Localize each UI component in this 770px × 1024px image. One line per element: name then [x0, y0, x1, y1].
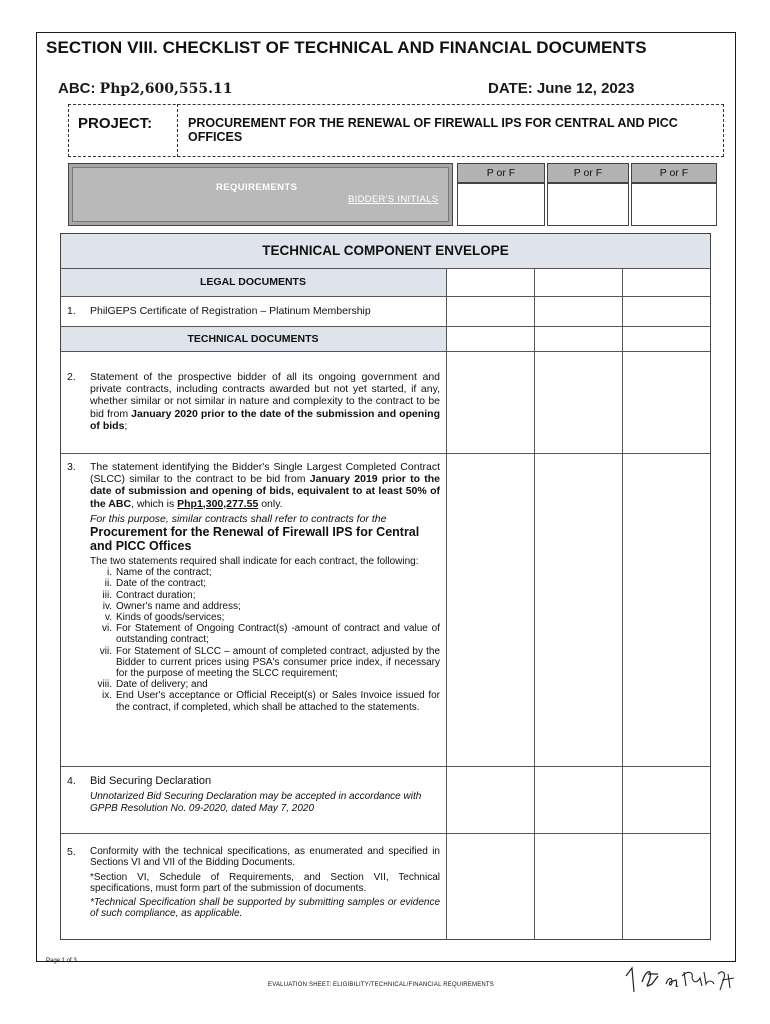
- pf-header-1: P or F: [457, 163, 545, 183]
- roman-numeral: vi.: [102, 623, 112, 635]
- page-title: SECTION VIII. CHECKLIST OF TECHNICAL AND FINANCIAL DOCUMENTS: [46, 38, 647, 57]
- list-item-text: Owner's name and address;: [116, 600, 241, 612]
- page-number: Page 1 of 3: [46, 958, 77, 964]
- project-divider: [177, 104, 178, 157]
- initials-cell-2[interactable]: [547, 183, 629, 226]
- roman-numeral: v.: [104, 612, 112, 624]
- bidders-initials-label: BIDDER'S INITIALS: [348, 194, 439, 205]
- list-item-text: For Statement of SLCC – amount of completed contract, adjusted by the Bidder to current prices using PSA's consumer price index, if necessary for the purpose of meeting the SLCC requirement;: [116, 645, 440, 680]
- abc-value: Php2,600,555.11: [99, 81, 233, 97]
- list-item: [90, 601, 440, 612]
- abc-label: ABC:: [58, 80, 100, 97]
- signature-stroke: [666, 978, 678, 986]
- list-item: [90, 646, 440, 680]
- item-3-project-name: Procurement for the Renewal of Firewall IPS for Central and PICC Offices: [90, 525, 420, 554]
- item-5-note-2: *Technical Specification shall be supported by submitting samples or evidence of such compliance, as applicable.: [90, 897, 440, 920]
- project-text: PROCUREMENT FOR THE RENEWAL OF FIREWALL IPS FOR CENTRAL AND PICC OFFICES: [188, 116, 678, 144]
- envelope-title: TECHNICAL COMPONENT ENVELOPE: [262, 243, 509, 258]
- item-number: 2.: [67, 371, 76, 383]
- rule: [60, 453, 711, 454]
- item-5-note-1: *Section VI, Schedule of Requirements, and Section VII, Technical specifications, must form part of the submission of documents.: [90, 871, 440, 894]
- item-3-similar-note: For this purpose, similar contracts shall refer to contracts for the: [90, 512, 387, 525]
- initials-cell-1[interactable]: [457, 183, 545, 226]
- item-4-title: Bid Securing Declaration: [90, 775, 212, 787]
- list-item-text: For Statement of Ongoing Contract(s) -amount of contract and value of outstanding contract;: [116, 623, 440, 646]
- project-label: PROJECT:: [78, 115, 153, 132]
- initials-cell-3[interactable]: [631, 183, 717, 226]
- list-item-text: End User's acceptance or Official Receipt(s) or Sales Invoice issued for the contract, if completed, which shall be attached to the statements.: [116, 690, 440, 713]
- list-item-text: Name of the contract;: [116, 567, 212, 579]
- item-5-main: Conformity with the technical specifications, as enumerated and specified in Sections VI and VII of the Bidding Documents.: [90, 846, 440, 869]
- item-3-paragraph-3: The two statements required shall indicate for each contract, the following:: [90, 556, 419, 568]
- list-item: [90, 567, 440, 578]
- item-3-paragraph-1: [90, 461, 440, 510]
- handwritten-signature: [622, 962, 742, 998]
- footer-caption: EVALUATION SHEET: ELIGIBILITY/TECHNICAL/FINANCIAL REQUIREMENTS: [268, 982, 494, 988]
- rule: [60, 351, 711, 352]
- roman-numeral: viii.: [97, 679, 112, 691]
- signature-stroke: [718, 972, 734, 990]
- item-1-text: PhilGEPS Certificate of Registration – Platinum Membership: [90, 305, 371, 317]
- legal-documents-heading: LEGAL DOCUMENTS: [200, 276, 306, 288]
- item-2-text: [90, 371, 440, 432]
- roman-numeral: vii.: [99, 645, 112, 657]
- list-item: [90, 590, 440, 601]
- item-3-amount: Php1,300,277.55: [177, 497, 259, 510]
- item-3-p1-a: The statement identifying the Bidder's Single Largest Completed Contract (SLCC) similar to the contract to be bid from: [90, 461, 440, 486]
- item-2-plain: Statement of the prospective bidder of all its ongoing government and private contracts, including contracts awarded but not yet started, if any, whether similar or not similar in nature and complexity to the contract to be bid from: [90, 371, 440, 420]
- item-3-p1-b: , which is: [131, 497, 178, 510]
- pf-header-2: P or F: [547, 163, 629, 183]
- list-item: [90, 690, 440, 712]
- rule: [60, 833, 711, 834]
- list-item: [90, 612, 440, 623]
- item-3-list: [90, 567, 440, 713]
- item-5-text: [90, 846, 440, 920]
- signature-stroke: [682, 972, 714, 986]
- rule: [60, 296, 711, 297]
- item-number: 5.: [67, 846, 76, 858]
- column-divider: [622, 268, 623, 940]
- signature-stroke: [642, 972, 658, 986]
- list-item-text: Contract duration;: [116, 589, 196, 601]
- roman-numeral: iv.: [102, 600, 112, 612]
- abc-amount: [58, 80, 232, 97]
- item-4-note: Unnotarized Bid Securing Declaration may be accepted in accordance with GPPB Resolution No. 09-2020, dated May 7, 2020: [90, 791, 422, 814]
- column-divider: [446, 268, 447, 940]
- item-number: 1.: [67, 305, 76, 317]
- roman-numeral: ii.: [104, 578, 112, 590]
- date-label: DATE: June 12, 2023: [488, 80, 635, 97]
- list-item-text: Kinds of goods/services;: [116, 612, 225, 624]
- item-2-end: ;: [124, 419, 128, 432]
- item-3-p1-end: only.: [258, 497, 283, 510]
- technical-documents-heading: TECHNICAL DOCUMENTS: [187, 333, 319, 345]
- rule: [60, 326, 711, 327]
- roman-numeral: iii.: [102, 589, 112, 601]
- rule: [60, 268, 711, 269]
- list-item: [90, 578, 440, 589]
- item-2-bold: January 2020 prior to the date of the submission and opening of bids: [90, 407, 441, 432]
- item-4-text: [90, 775, 440, 814]
- item-number: 4.: [67, 775, 76, 787]
- list-item: [90, 679, 440, 690]
- list-item-text: Date of the contract;: [116, 578, 207, 590]
- item-3-text: [90, 461, 440, 713]
- signature-stroke: [626, 968, 634, 992]
- column-divider: [534, 268, 535, 940]
- pf-header-3: P or F: [631, 163, 717, 183]
- rule: [60, 766, 711, 767]
- list-item: [90, 623, 440, 645]
- requirements-label: REQUIREMENTS: [216, 182, 298, 193]
- roman-numeral: i.: [107, 567, 112, 579]
- roman-numeral: ix.: [102, 690, 112, 702]
- list-item-text: Date of delivery; and: [116, 679, 208, 691]
- item-number: 3.: [67, 461, 76, 473]
- item-3-p1-bold: January 2019 prior to the date of submission and opening of bids, equivalent to at least 50% of the ABC: [90, 473, 440, 510]
